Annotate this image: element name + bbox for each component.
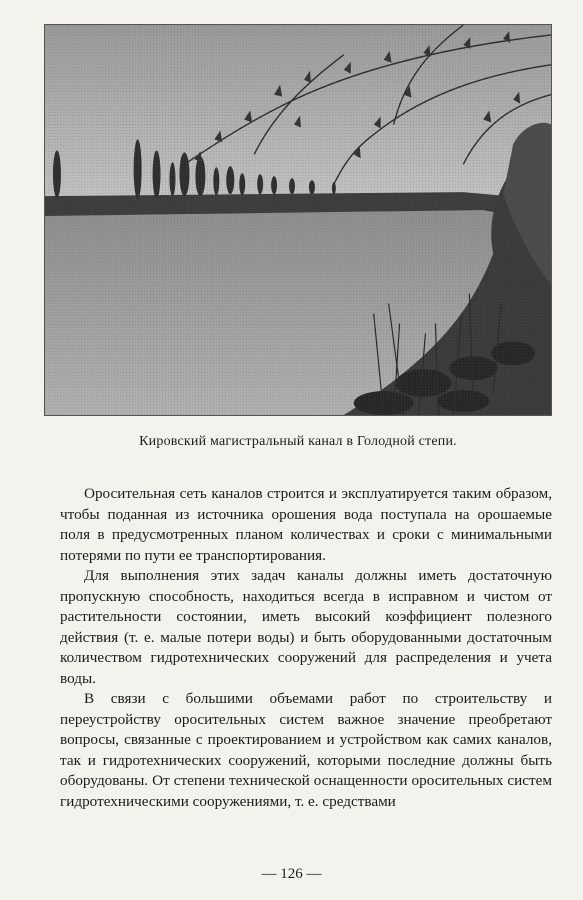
canal-photo-illustration (45, 25, 551, 415)
body-text (60, 484, 552, 812)
paragraph-2: Для выполнения этих задач каналы должны иметь достаточную пропускную способность, находиться всегда в исправном и чистом от растительности состоянии, иметь высокий коэффициент полезного действия (т. е. малые потери воды) и быть оборудованными достаточным количеством гидротехнических сооружений для распределения и учета воды. (60, 567, 552, 687)
figure-caption: Кировский магистральный канал в Голодной степи. (139, 434, 457, 449)
paragraph-1: Оросительная сеть каналов строится и эксплуатируется таким образом, чтобы поданная из источника орошения вода поступала на орошаемые поля в предусмотренных планом количествах и сроки с минимальными потерями по пути ее транспортирования. (60, 485, 552, 564)
paragraph-3: В связи с большими объемами работ по строительству и переустройству оросительных систем важное значение преобретают вопросы, связанные с проектированием и устройством как самих каналов, так и гидротехнических сооружений, которыми последние должны быть оборудованы. От степени технической оснащенности оросительных систем гидротехническими сооружениями, т. е. средствами (60, 690, 552, 810)
page-number: — 126 — (261, 866, 322, 882)
canal-photograph (44, 24, 552, 416)
